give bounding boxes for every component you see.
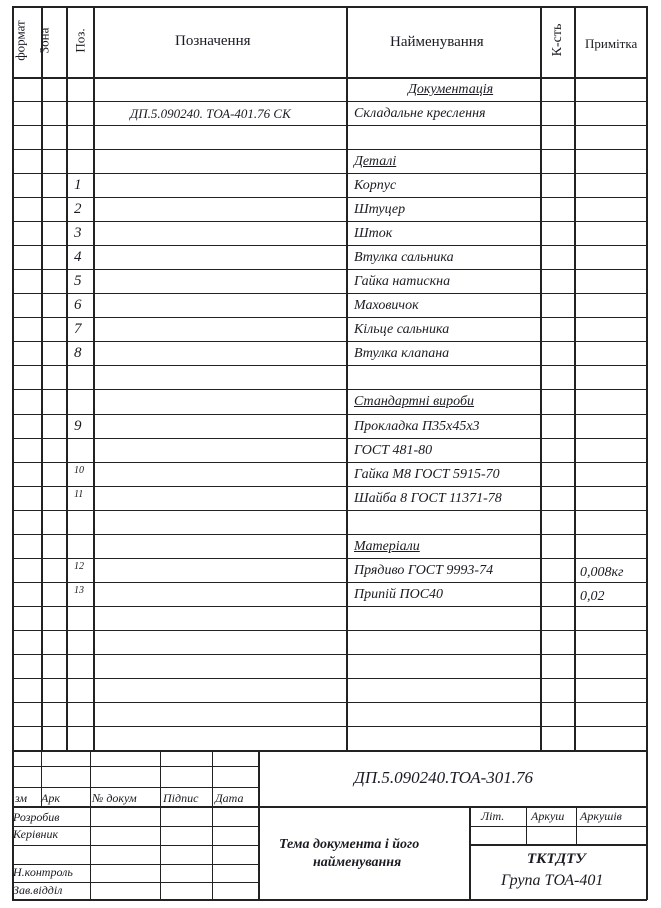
grid-line xyxy=(12,582,647,583)
role-supervisor: Керівник xyxy=(13,827,59,841)
label-lit: Літ. xyxy=(481,809,505,823)
grid-line xyxy=(12,787,258,788)
label-sheets: Аркушів xyxy=(580,809,622,823)
row-position: 8 xyxy=(74,345,82,361)
row-position: 6 xyxy=(74,297,82,313)
grid-line xyxy=(12,245,647,246)
row-position: 4 xyxy=(74,249,82,265)
grid-line xyxy=(12,438,647,439)
grid-line xyxy=(646,6,648,900)
stamp-col-date: Дата xyxy=(215,791,244,805)
grid-line xyxy=(12,630,647,631)
row-name: Корпус xyxy=(354,178,397,193)
grid-line xyxy=(526,806,527,844)
row-name: Втулка сальника xyxy=(354,250,454,265)
grid-line xyxy=(12,77,647,79)
grid-line xyxy=(12,389,647,390)
row-name: Втулка клапана xyxy=(354,346,450,361)
header-format: формат xyxy=(12,20,28,61)
row-position: 12 xyxy=(74,561,84,572)
grid-line xyxy=(12,462,647,463)
grid-line xyxy=(12,558,647,559)
row-name: Гайка М8 ГОСТ 5915-70 xyxy=(354,467,500,482)
row-name: Складальне креслення xyxy=(354,106,486,121)
grid-line xyxy=(12,6,647,8)
row-name: Маховичок xyxy=(354,298,419,313)
grid-line xyxy=(12,341,647,342)
grid-line xyxy=(93,6,95,750)
grid-line xyxy=(12,899,647,901)
grid-line xyxy=(469,826,647,827)
section-heading: Деталі xyxy=(354,154,397,169)
grid-line xyxy=(258,750,260,900)
role-head: Зав.відділ xyxy=(13,883,63,897)
grid-line xyxy=(12,125,647,126)
grid-line xyxy=(540,6,542,750)
role-developer: Розробив xyxy=(13,810,60,824)
stamp-col-zm: зм xyxy=(15,791,28,805)
document-code: ДП.5.090240.ТОА-301.76 xyxy=(354,768,534,787)
grid-line xyxy=(12,221,647,222)
row-position: 3 xyxy=(74,225,82,241)
row-position: 9 xyxy=(74,418,82,434)
grid-line xyxy=(12,317,647,318)
grid-line xyxy=(12,726,647,727)
grid-line xyxy=(12,101,647,102)
stamp-col-sign: Підпис xyxy=(163,791,199,805)
grid-line xyxy=(66,6,68,750)
grid-line xyxy=(346,6,348,750)
grid-line xyxy=(469,806,471,900)
row-name: ГОСТ 481-80 xyxy=(354,443,433,458)
header-position: Поз. xyxy=(72,28,88,53)
grid-line xyxy=(12,197,647,198)
section-heading: Документація xyxy=(408,82,494,97)
grid-line xyxy=(574,6,576,750)
row-name: Шайба 8 ГОСТ 11371-78 xyxy=(354,491,502,506)
stamp-col-ark: Арк xyxy=(41,791,60,805)
group: Група ТОА-401 xyxy=(501,872,604,889)
grid-line xyxy=(160,806,161,900)
grid-line xyxy=(12,654,647,655)
grid-line xyxy=(12,365,647,366)
row-name: Гайка натискна xyxy=(354,274,451,289)
role-norm-control: Н.контроль xyxy=(13,865,73,879)
label-sheet: Аркуш xyxy=(531,809,565,823)
header-zone: Зона xyxy=(36,27,52,54)
grid-line xyxy=(12,845,258,846)
grid-line xyxy=(90,750,91,806)
row-position: 10 xyxy=(74,465,84,476)
grid-line xyxy=(212,806,213,900)
row-name: Шток xyxy=(354,226,393,241)
grid-line xyxy=(576,806,577,844)
header-designation: Позначення xyxy=(175,33,251,49)
document-title-line2: найменування xyxy=(313,855,402,870)
row-position: 11 xyxy=(74,489,84,500)
grid-line xyxy=(12,269,647,270)
grid-line xyxy=(90,806,91,900)
grid-line xyxy=(12,702,647,703)
row-note: 0,008кг xyxy=(580,565,624,580)
row-name: Припій ПОС40 xyxy=(354,587,444,602)
grid-line xyxy=(12,766,258,767)
row-name: Прокладка П35х45х3 xyxy=(354,419,480,434)
row-position: 2 xyxy=(74,201,82,217)
row-name: Штуцер xyxy=(354,202,406,217)
grid-line xyxy=(12,606,647,607)
row-name: Прядиво ГОСТ 9993-74 xyxy=(354,563,494,578)
row-note: 0,02 xyxy=(580,589,605,604)
document-title-line1: Тема документа і його xyxy=(279,837,420,852)
section-heading: Стандартні вироби xyxy=(354,394,475,409)
grid-line xyxy=(41,6,43,750)
row-position: 13 xyxy=(74,585,84,596)
grid-line xyxy=(12,678,647,679)
organization: ТКТДТУ xyxy=(527,851,586,867)
header-name: Найменування xyxy=(390,34,484,50)
grid-line xyxy=(12,806,647,808)
stamp-col-doc-no: № докум xyxy=(92,791,137,805)
grid-line xyxy=(212,750,213,806)
header-quantity: К-сть xyxy=(550,23,565,57)
grid-line xyxy=(12,486,647,487)
header-note: Примітка xyxy=(585,36,638,51)
row-position: 5 xyxy=(74,273,82,289)
grid-line xyxy=(469,844,647,846)
grid-line xyxy=(12,293,647,294)
section-heading: Матеріали xyxy=(354,539,420,554)
grid-line xyxy=(12,173,647,174)
row-position: 1 xyxy=(74,177,82,193)
grid-line xyxy=(12,510,647,511)
row-name: Кільце сальника xyxy=(354,322,450,337)
grid-line xyxy=(12,534,647,535)
row-designation: ДП.5.090240. ТОА-401.76 СК xyxy=(130,106,291,121)
grid-line xyxy=(12,414,647,415)
row-position: 7 xyxy=(74,321,82,337)
grid-line xyxy=(12,750,647,752)
grid-line xyxy=(12,149,647,150)
grid-line xyxy=(160,750,161,806)
